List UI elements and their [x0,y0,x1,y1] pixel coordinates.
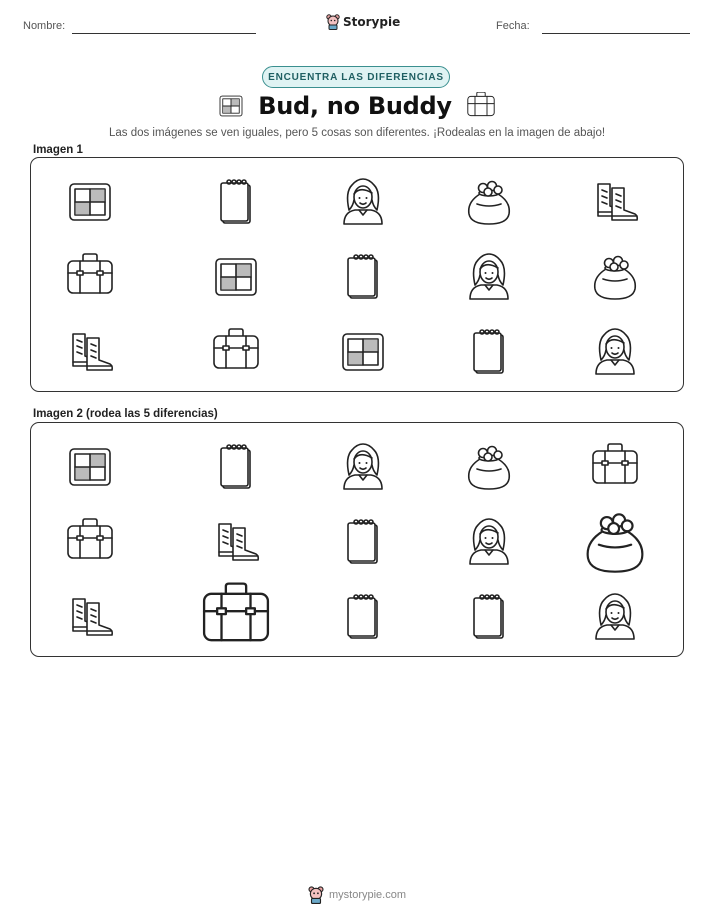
notepad-icon [424,314,554,390]
image-2-row-3 [31,579,683,655]
suitcase-icon [25,239,155,315]
notepad-icon[interactable] [298,579,428,655]
woman-icon [550,314,680,390]
woman-icon [424,239,554,315]
image-2-row-1 [31,429,683,505]
bear-icon [308,886,324,904]
money-bag-icon-large[interactable] [550,504,680,580]
footer [0,886,714,904]
notepad-icon[interactable] [424,579,554,655]
suitcase-icon [171,314,301,390]
name-label: Nombre: [23,20,66,32]
image-2-panel [30,422,684,657]
suitcase-icon-large[interactable] [171,579,301,655]
brand-name: Storypie [343,15,401,29]
woman-icon[interactable] [424,504,554,580]
image-1-row-3 [31,314,683,390]
image-1-label: Imagen 1 [33,144,83,156]
woman-icon[interactable] [550,579,680,655]
boots-icon [25,314,155,390]
notepad-icon [171,164,301,240]
date-label: Fecha: [496,20,530,32]
suitcase-icon[interactable] [25,504,155,580]
quilt-icon [298,314,428,390]
bear-icon [326,14,340,30]
image-1-row-1 [31,164,683,240]
activity-badge: ENCUENTRA LAS DIFERENCIAS [262,66,450,88]
boots-icon[interactable] [171,504,301,580]
money-bag-icon [550,239,680,315]
notepad-icon[interactable] [171,429,301,505]
woman-icon[interactable] [298,429,428,505]
brand-logo [326,14,400,30]
money-bag-icon[interactable] [424,429,554,505]
image-1-row-2 [31,239,683,315]
boots-icon [550,164,680,240]
suitcase-icon [466,92,496,120]
notepad-icon [298,239,428,315]
title-row [0,92,714,120]
image-2-row-2 [31,504,683,580]
footer-url[interactable]: mystorypie.com [328,889,407,901]
image-1-panel [30,157,684,392]
instructions: Las dos imágenes se ven iguales, pero 5 cosas son diferentes. ¡Rodealas en la imagen de abajo! [108,127,606,139]
quilt-icon [171,239,301,315]
boots-icon[interactable] [25,579,155,655]
quilt-icon [218,94,244,118]
woman-icon [298,164,428,240]
suitcase-icon[interactable] [550,429,680,505]
money-bag-icon [424,164,554,240]
name-line [72,33,256,34]
image-2-label: Imagen 2 (rodea las 5 diferencias) [33,408,218,420]
quilt-icon[interactable] [25,429,155,505]
date-line [542,33,690,34]
page-title: Bud, no Buddy [258,92,452,120]
quilt-icon [25,164,155,240]
notepad-icon[interactable] [298,504,428,580]
